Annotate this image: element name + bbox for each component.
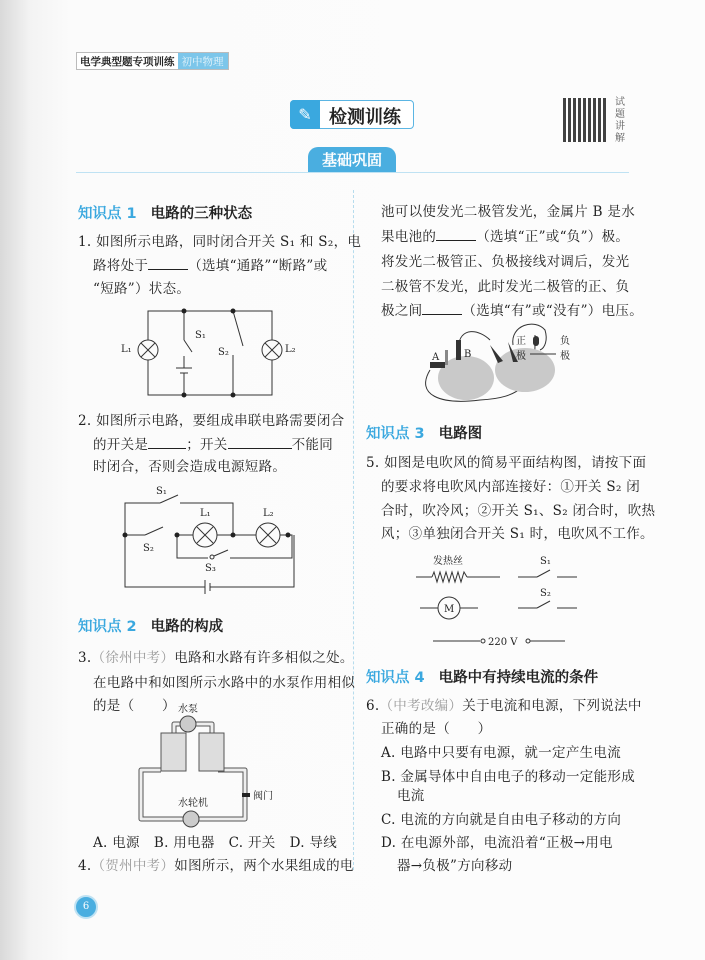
section-divider [76,172,629,173]
label-pump: 水泵 [178,704,198,715]
text: 电路和水路有许多相似之处。 [174,650,354,666]
label-turbine: 水轮机 [178,798,208,809]
answer-blank[interactable] [422,301,462,315]
question-3-options [93,833,337,853]
question-5-text: 合时，吹冷风；②开关 S₁、S₂ 闭合时，吹热 [381,503,656,519]
kp-number: 知识点 4 [366,670,425,686]
qr-label-char: 解 [615,133,625,144]
label-L1: L₁ [121,344,132,355]
question-1-text [93,256,327,276]
question-5-text: 风；③单独闭合开关 S₁ 时，电吹风不工作。 [381,526,654,542]
question-1-text: “短路”）状态。 [93,281,191,297]
label-B: B [464,349,472,360]
option-a[interactable]: A. 电路中只要有电源，就一定产生电流 [381,745,622,761]
question-6-text: 正确的是（ ） [381,721,492,737]
question-4-text: 二极管不发光，此时发光二极管的正、负 [381,279,630,295]
question-source: （贺州中考） [91,858,175,874]
kp-title: 电路的三种状态 [150,206,253,222]
question-6-text [366,696,642,716]
text: 的开关是 [93,437,149,453]
option-a[interactable]: A. 电源 [93,835,140,851]
text: 不能同 [291,437,334,453]
label-S2: S₂ [143,543,154,554]
text: （选填“有”或“没有”）电压。 [462,303,644,319]
option-b[interactable]: B. 用电器 [153,835,215,851]
qr-label [615,97,627,145]
kp-title: 电路图 [438,426,483,442]
question-3-text: 的是（ ） [93,698,176,714]
qr-code[interactable] [563,98,606,142]
q-number: 6. [366,698,380,714]
question-1-text: 1. 如图所示电路，同时闭合开关 S₁ 和 S₂，电 [78,234,362,250]
text: ；开关 [186,437,228,453]
label-A: A [432,352,440,363]
knowledge-point-2 [78,615,223,636]
text: 极之间 [381,303,423,319]
question-source: （中考改编） [379,698,463,714]
question-4-text: 将发光二极管正、负极接线对调后，发光 [381,254,630,270]
question-2-text: 时闭合，否则会造成电源短路。 [93,459,287,475]
option-c[interactable]: C. 开关 [228,835,276,851]
qr-label-char: 试 [615,97,625,108]
page-number [74,895,98,919]
answer-blank[interactable] [148,256,188,270]
motor-icon: M [444,604,455,615]
knowledge-point-1 [78,202,252,223]
option-d[interactable]: D. 在电源外部，电流沿着“正极→用电 [381,835,613,851]
question-4-text [78,856,354,876]
label-valve: 阀门 [253,791,273,802]
qr-label-char: 题 [615,109,625,120]
label-negative: 极 [560,351,570,362]
option-d-cont: 器→负极”方向移动 [397,858,513,874]
question-5-text: 的要求将电吹风内部连接好：①开关 S₂ 闭 [381,479,641,495]
label-L1: L₁ [200,508,211,519]
option-b[interactable]: B. 金属导体中自由电子的移动一定能形成 [381,769,636,785]
text: （选填“通路”“断路”或 [188,258,328,274]
answer-blank[interactable] [148,435,186,449]
page-title: 检测训练 [329,107,401,128]
column-divider [353,190,354,870]
kp-number: 知识点 1 [78,206,137,222]
option-d[interactable]: D. 导线 [289,835,338,851]
qr-label-char: 讲 [615,121,625,132]
text: 果电池的 [381,229,437,245]
question-3-text: 在电路中和如图所示水路中的水泵作用相似 [93,675,356,691]
label-voltage: 220 V [488,637,518,648]
pencil-icon: ✎ [290,100,320,129]
book-header [76,52,229,70]
text: 如图所示，两个水果组成的电 [174,858,354,874]
label-S1: S₁ [195,330,206,341]
question-4-text [381,227,629,247]
label-S2: S₂ [218,347,229,358]
label-positive: 极 [516,351,526,362]
question-5-text: 5. 如图是电吹风的简易平面结构图，请按下面 [366,455,647,471]
label-negative: 负 [560,336,570,347]
question-source: （徐州中考） [91,650,175,666]
label-L2: L₂ [285,344,296,355]
kp-number: 知识点 2 [78,619,137,635]
question-4-text [381,301,643,321]
subject-tag: 初中物理 [178,53,228,69]
page-number-text: 6 [82,901,90,912]
book-title: 电学典型题专项训练 [77,53,178,69]
answer-blank[interactable] [436,227,476,241]
knowledge-point-3 [366,422,482,443]
q-number: 3. [78,650,92,666]
kp-number: 知识点 3 [366,426,425,442]
kp-title: 电路中有持续电流的条件 [438,670,599,686]
text: 关于电流和电源，下列说法中 [462,698,642,714]
question-2-text: 2. 如图所示电路，要组成串联电路需要闭合 [78,413,345,429]
label-S3: S₃ [205,563,216,574]
label-S1: S₁ [540,556,551,567]
question-4-text: 池可以使发光二极管发光，金属片 B 是水 [381,204,636,220]
section-tab: 基础巩固 [308,147,396,173]
option-b-cont: 电流 [397,788,425,804]
label-positive: 正 [516,336,526,347]
text: 路将处于 [93,258,149,274]
question-2-text [93,435,333,455]
knowledge-point-4 [366,666,598,687]
kp-title: 电路的构成 [150,619,224,635]
option-c[interactable]: C. 电流的方向就是自由电子移动的方向 [381,812,622,828]
q-number: 4. [78,858,92,874]
answer-blank[interactable] [228,435,292,449]
label-heater: 发热丝 [433,556,463,567]
label-S2: S₂ [540,588,551,599]
text: （选填“正”或“负”）极。 [476,229,630,245]
label-S1: S₁ [156,486,167,497]
label-L2: L₂ [263,508,274,519]
question-3-text [78,648,354,668]
page-title-box [290,100,414,129]
